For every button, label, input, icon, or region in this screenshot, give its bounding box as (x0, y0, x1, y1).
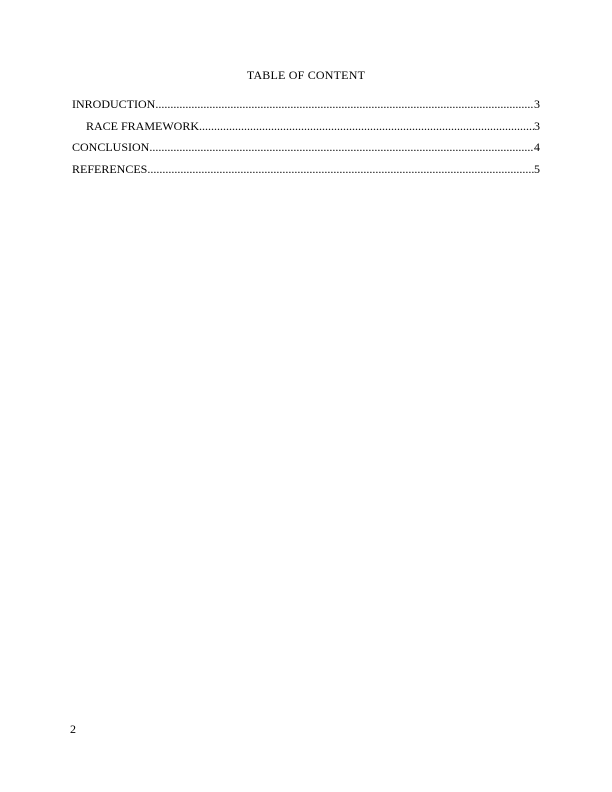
toc-entry-label: RACE FRAMEWORK (86, 118, 200, 133)
toc-section (72, 68, 540, 180)
toc-entry-label: REFERENCES (72, 161, 148, 176)
toc-leader-dots (149, 137, 534, 159)
toc-entry (72, 137, 540, 159)
toc-entry-label: CONCLUSION (72, 140, 150, 154)
page-number-footer: 2 (70, 722, 76, 736)
toc-entry (72, 159, 540, 181)
toc-leader-dots (147, 159, 534, 181)
toc-leader-dots (155, 94, 534, 116)
toc-list (72, 94, 540, 180)
toc-entry-page-number: 3 (534, 118, 540, 133)
toc-leader-dots (199, 116, 534, 138)
toc-entry-page-number: 5 (534, 161, 540, 176)
toc-heading: TABLE OF CONTENT (246, 68, 366, 82)
toc-entry-page-number: 4 (534, 140, 540, 154)
toc-entry-page-number: 3 (534, 97, 540, 111)
toc-entry-label: INRODUCTION (72, 97, 156, 111)
toc-entry (72, 116, 540, 138)
toc-entry (72, 94, 540, 116)
